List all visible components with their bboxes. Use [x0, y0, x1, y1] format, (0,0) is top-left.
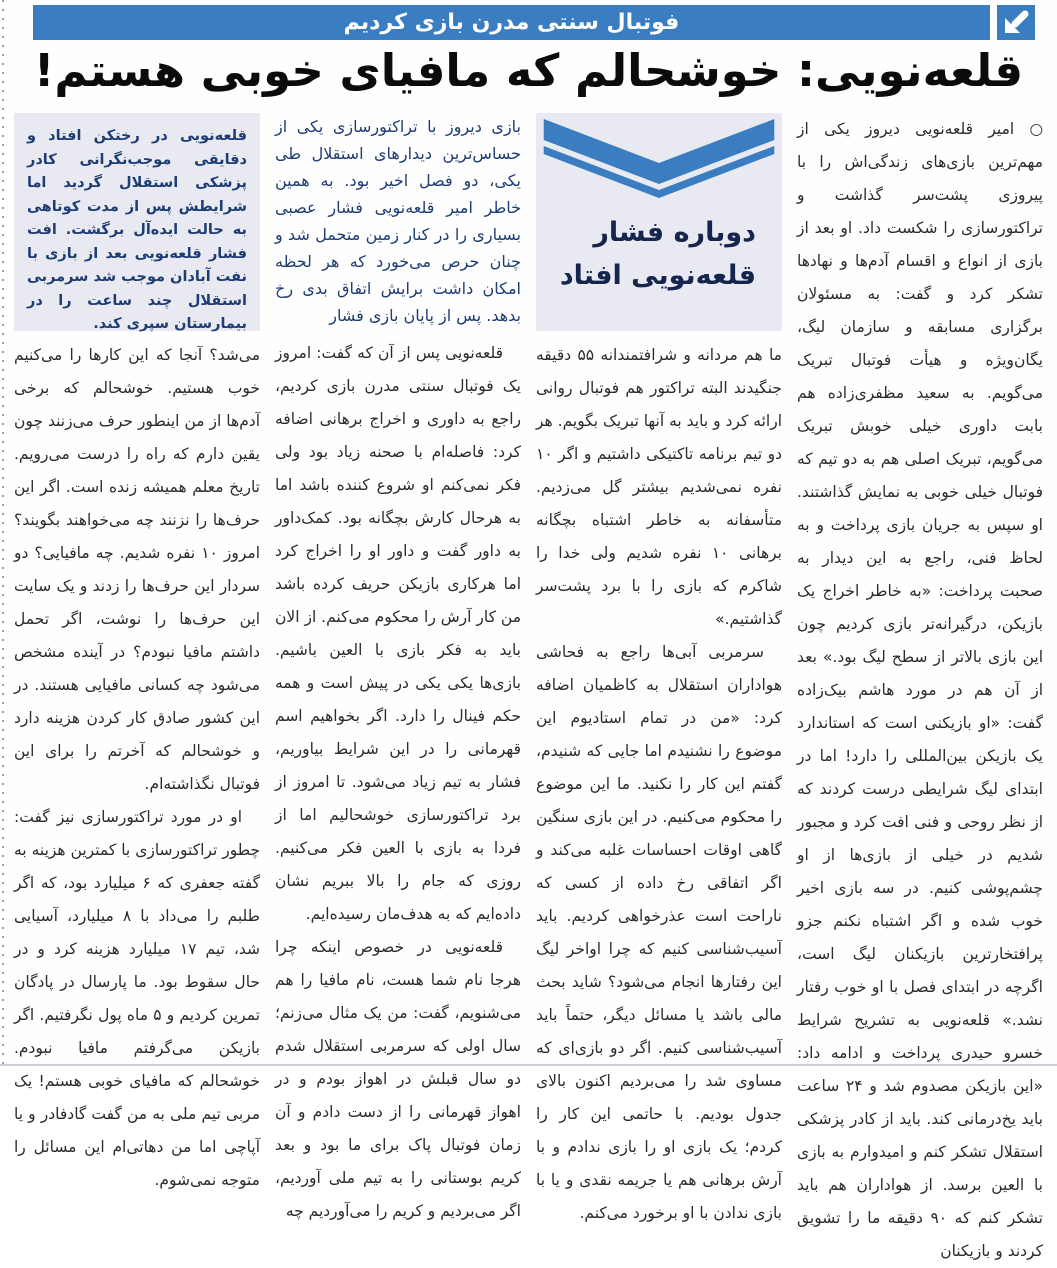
article-paragraph: او در مورد تراکتورسازی نیز گفت: چطور تراکتورسازی با کمترین هزینه به گفته جعفری که ۶ میلیارد بود، که اگر طلبم را می‌داد با ۸ میلیارد، آسیایی شد، تیم ۱۷ میلیارد هزینه کرد و در حال سقوط بود. ما پارسال در پادگان تمرین کردیم و ۵ ماه پول نگرفتیم. اگر بازیکن می‌گرفتم مافیا نبودم. خوشحالم که مافیای خوبی هستم! یک مربی تیم ملی به من گفت گادفادر و یا آپاچی اما من دهاتی‌ام این مسائل را متوجه نمی‌شوم.	[14, 808, 261, 1189]
column-4	[14, 113, 261, 1189]
article-paragraph: ما هم مردانه و شرافتمندانه ۵۵ دقیقه جنگیدند البته تراکتور هم فوتبال روانی ارائه کرد و باید به آنها تبریک بگویم. هر دو تیم برنامه تاکتیکی داشتیم و اگر ۱۰ نفره نمی‌شدیم بیشتر گل می‌زدیم. متأسفانه به خاطر اشتباه بچگانه برهانی ۱۰ نفره شدیم ولی خدا را شاکرم که بازی را با برد پشت‌سر گذاشتیم.»	[536, 346, 782, 628]
arrow-down-left-icon	[1001, 9, 1031, 37]
article-columns	[14, 113, 1043, 1260]
newspaper-logo	[997, 5, 1035, 40]
article-paragraph: قلعه‌نویی در خصوص اینکه چرا هرجا نام شما هست، نام مافیا را هم می‌شنویم، گفت: من یک مثال می‌زنم؛ سال اولی که سرمربی استقلال شدم دو سال قبلش در اهواز بودم و در اهواز قهرمانی را از دست دادم و آن زمان فوتبال پاک برای ما بود و بعد کریم بوستانی را به تیم ملی آوردیم، اگر می‌بردیم و کریم را می‌آوردیم چه	[275, 938, 521, 1220]
lead-paragraph-box	[14, 113, 260, 331]
article-paragraph: می‌شد؟ آنجا که این کارها را می‌کنیم خوب هستیم. خوشحالم که برخی آدم‌ها از من اینطور حرف می‌زنند چون یقین دارم که راه را درست می‌رویم. تاریخ معلم همیشه زنده است. اگر این حرف‌ها را نزنند چه می‌خواهند بگویند؟ امروز ۱۰ نفره شدیم. چه مافیایی؟ دو سردار این حرف‌ها را زدند و یک سایت این حرف‌ها را نوشت، اگر تحمل داشتم مافیا نبودم؟ در آینده مشخص می‌شود چه کسانی مافیایی هستند. در این کشور صادق کار کردن هزینه دارد و خوشحالم که آخرتم را برای این فوتبال نگذاشته‌ام.	[14, 346, 260, 793]
article-headline: قلعه‌نویی: خوشحالم که مافیای خوبی هستم!	[33, 44, 1024, 97]
bottom-divider	[0, 1064, 1057, 1066]
lead-paragraph: قلعه‌نویی در رختکن افتاد و دقایقی موجب‌نگرانی کادر پزشکی استقلال گردید اما شرایطش پس از مدت کوتاهی به حالت ایده‌آل برگشت. افت فشار قلعه‌نویی بعد از بازی با نفت آبادان موجب شد سرمربی استقلال چند ساعت را در بیمارستان سپری کند.	[27, 128, 247, 332]
column-2	[536, 113, 782, 1222]
column-3	[275, 113, 521, 1220]
kicker-label: فوتبال سنتی مدرن بازی کردیم	[343, 10, 680, 35]
page-edge-dotted-rule	[2, 0, 4, 1069]
article-paragraph: قلعه‌نویی پس از آن که گفت: امروز یک فوتبال سنتی مدرن بازی کردیم، راجع به داوری و اخراج برهانی اضافه کرد: فاصله‌ام با صحنه زیاد بود ولی فکر نمی‌کنم او شروع کننده باشد اما به هرحال کارش بچگانه بود. کمک‌داور به داور گفت و داور او را اخراج کرد اما هرکاری بازیکن حریف کرده باشد من کار آرش را محکوم می‌کنم. از الان باید به فکر بازی با العین باشیم. بازی‌ها یکی یکی در پیش است و همه حکم فینال را دارد. اگر بخواهیم اسم قهرمانی را در این شرایط بیاوریم، فشار به تیم زیاد می‌شود. تا امروز از برد تراکتورسازی خوشحالیم اما از فردا به بازی با العین فکر می‌کنیم. روزی که جام را بالا ببریم نشان داده‌ایم که به هدف‌مان رسیده‌ایم.	[275, 344, 521, 923]
pullquote-line-1: دوباره فشار	[593, 217, 756, 248]
chevron-down-icon	[536, 113, 782, 209]
column-1	[797, 113, 1043, 1260]
pullquote-line-2: قلعه‌نویی افتاد	[559, 260, 756, 291]
article-paragraph: سرمربی آبی‌ها راجع به فحاشی هواداران استقلال به کاظمیان اضافه کرد: «من در تمام استادیوم این موضوع را نشنیدم اما جایی که شنیدم، گفتم این کار را نکنید. ما این موضوع را محکوم می‌کنیم. در این بازی سنگین گاهی اوقات احساسات غلبه می‌کند و اگر اتفاقی رخ داده از کسی که ناراحت است عذرخواهی کردیم. باید آسیب‌شناسی کنیم که چرا اواخر لیگ این رفتارها انجام می‌شود؟ شاید بحث مالی باشد یا مسائل دیگر، حتماً باید آسیب‌شناسی کنیم. اگر دو بازی‌ای که مساوی شد را می‌بردیم اکنون بالای جدول بودیم. با حاتمی این کار را کردم؛ یک بازی او را بازی ندادم و با آرش برهانی هم یا جریمه نقدی و یا با بازی ندادن با او برخورد می‌کنم.	[536, 643, 782, 1222]
kicker-bar	[33, 5, 990, 40]
intro-paragraph: بازی دیروز با تراکتورسازی یکی از حساس‌ترین دیدارهای استقلال طی یکی، دو فصل اخیر بود. به همین خاطر امیر قلعه‌نویی فشار عصبی بسیاری را در کنار زمین متحمل شد و چنان حرص می‌خورد که هر لحظه امکان داشت برایش اتفاق بدی رخ بدهد. پس از پایان بازی فشار	[275, 117, 521, 325]
article-paragraph: ○ امیر قلعه‌نویی دیروز یکی از مهم‌ترین بازی‌های زندگی‌اش را با پیروزی پشت‌سر گذاشت و تراکتورسازی را شکست داد. او بعد از بازی از انواع و اقسام آدم‌ها و نهادها تشکر کرد و گفت: به مسئولان برگزاری مسابقه و سازمان لیگ، یگان‌ویژه و هیأت فوتبال تبریک می‌گویم. به سعید مظفری‌زاده هم بابت داوری خیلی خوبش تبریک می‌گویم، تبریک اصلی هم به دو تیم که فوتبال خیلی خوبی به نمایش گذاشتند. او سپس به جریان بازی پرداخت و به لحاظ فنی، راجع به این دیدار به صحبت پرداخت: «به خاطر اخراج یک بازیکن، درگیرانه‌تر بازی کردیم چون این بازی بالاتر از سطح لیگ بود.» بعد از آن هم در مورد هاشم بیک‌زاده گفت: «او بازیکنی است که استاندارد یک بازیکن بین‌المللی را دارد! اما در ابتدای لیگ شرایطی درست کردند که از نظر روحی و فنی افت کرد و مجبور شدیم در خیلی از بازی‌ها از او چشم‌پوشی کنیم. در سه بازی اخیر خوب شده و اگر اشتباه نکنم جزو پرافتخارترین بازیکنان لیگ است، اگرچه در ابتدای فصل با او خوب رفتار نشد.» قلعه‌نویی به تشریح شرایط خسرو حیدری پرداخت و ادامه داد: «این بازیکن مصدوم شد و ۲۴ ساعت باید یخ‌درمانی کند. باید از کادر پزشکی استقلال تشکر کنم و امیدوارم به بازی با العین برسد. از هواداران هم باید تشکر کنم که ۹۰ دقیقه ما را تشویق کردند و بازیکنان	[797, 120, 1043, 1260]
pullquote-box	[536, 113, 782, 331]
